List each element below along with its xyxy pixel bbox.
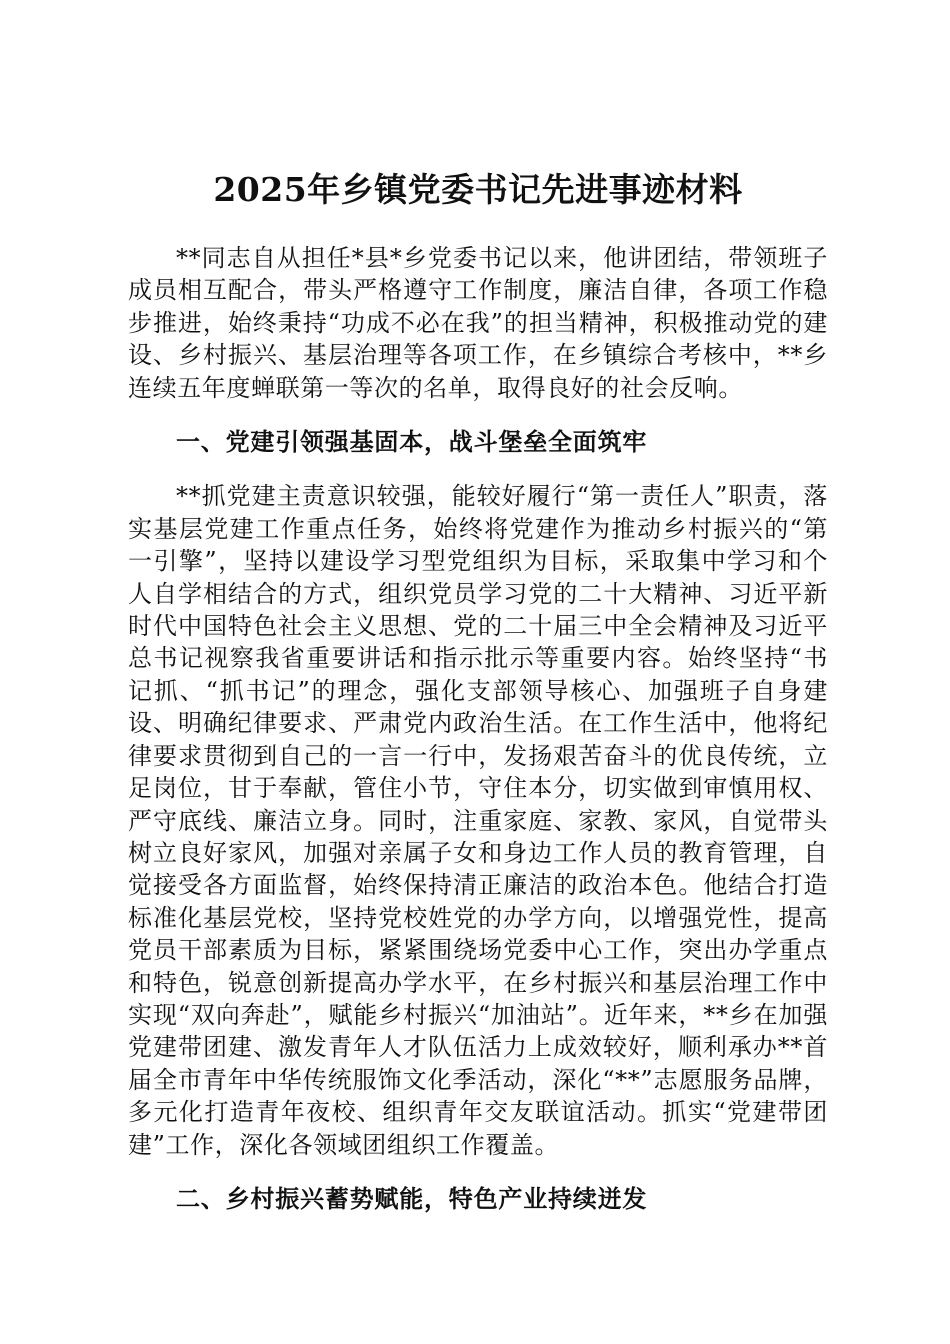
section-1-heading: 一、党建引领强基固本，战斗堡垒全面筑牢	[176, 427, 648, 457]
document-title: 2025年乡镇党委书记先进事迹材料	[213, 170, 743, 209]
document-page	[128, 168, 828, 1237]
section-2-heading: 二、乡村振兴蓄势赋能，特色产业持续迸发	[176, 1183, 648, 1213]
section-1-paragraph: **抓党建主责意识较强，能较好履行“第一责任人”职责，落实基层党建工作重点任务，始终将党建作为推动乡村振兴的“第一引擎”，坚持以建设学习型党组织为目标，采取集中学习和个人自学相结合的方式，组织党员学习党的二十大精神、习近平新时代中国特色社会主义思想、党的二十届三中全会精神及习近平总书记视察我省重要讲话和指示批示等重要内容。始终坚持“书记抓、“抓书记”的理念，强化支部领导核心、加强班子自身建设、明确纪律要求、严肃党内政治生活。在工作生活中，他将纪律要求贯彻到自己的一言一行中，发扬艰苦奋斗的优良传统，立足岗位，甘于奉献，管住小节，守住本分，切实做到审慎用权、严守底线、廉洁立身。同时，注重家庭、家教、家风，自觉带头树立良好家风，加强对亲属子女和身边工作人员的教育管理，自觉接受各方面监督，始终保持清正廉洁的政治本色。他结合打造标准化基层党校，坚持党校姓党的办学方向，以增强党性，提高党员干部素质为目标，紧紧围绕场党委中心工作，突出办学重点和特色，锐意创新提高办学水平，在乡村振兴和基层治理工作中实现“双向奔赴”，赋能乡村振兴“加油站”。近年来，**乡在加强党建带团建、激发青年人才队伍活力上成效较好，顺利承办**首届全市青年中华传统服饰文化季活动，深化“**”志愿服务品牌，多元化打造青年夜校、组织青年交友联谊活动。抓实“党建带团建”工作，深化各领域团组织工作覆盖。	[128, 482, 828, 1159]
intro-paragraph: **同志自从担任*县*乡党委书记以来，他讲团结，带领班子成员相互配合，带头严格遵守工作制度，廉洁自律，各项工作稳步推进，始终秉持“功成不必在我”的担当精神，积极推动党的建设、乡村振兴、基层治理等各项工作，在乡镇综合考核中，**乡连续五年度蝉联第一等次的名单，取得良好的社会反响。	[128, 244, 828, 402]
